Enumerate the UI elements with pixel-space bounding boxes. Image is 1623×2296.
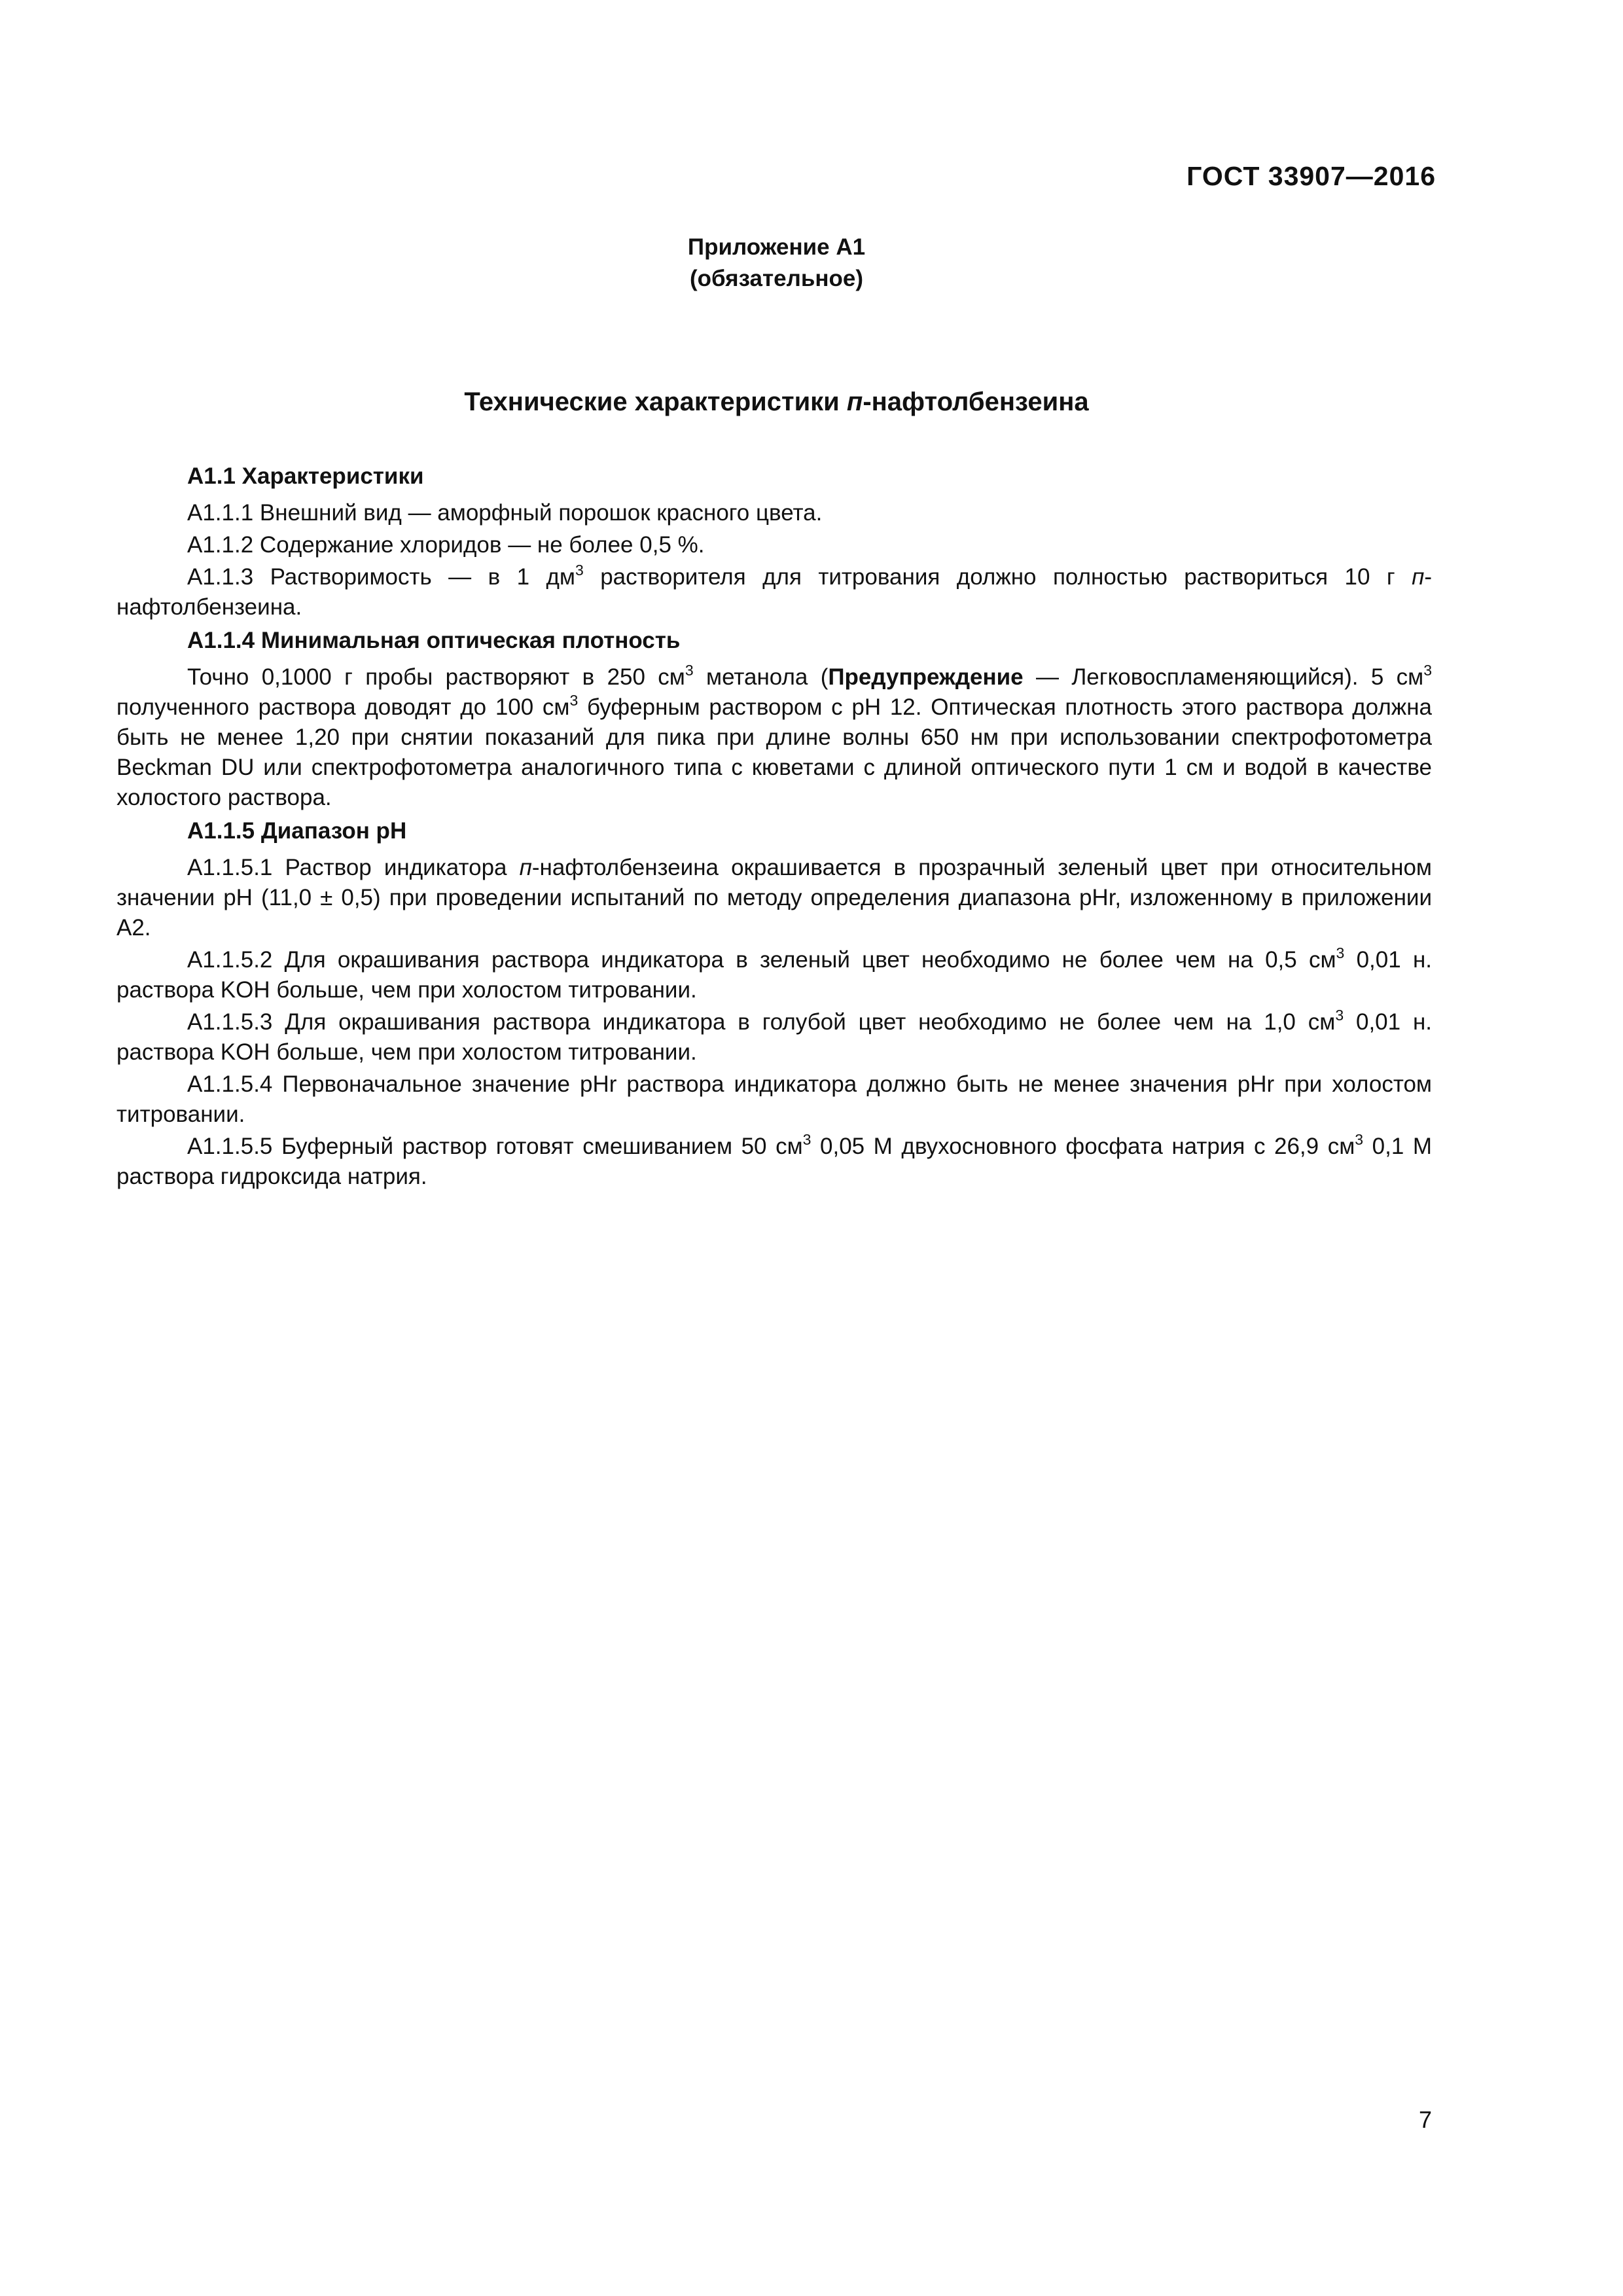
appendix-status: (обязательное)	[689, 266, 863, 291]
paragraph-initial-phr: А1.1.5.4 Первоначальное значение pHr раствора индикатора должно быть не менее значения pHr при холостом титровании.	[116, 1071, 1432, 1127]
paragraph-indicator-green: А1.1.5.1 Раствор индикатора п-нафтолбензеина окрашивается в прозрачный зеленый цвет при относительном значении pH (11,0 ± 0,5) при проведении испытаний по методу определения диапазона pHr, изложенному в приложении А2.	[116, 855, 1432, 941]
section-heading-ph-range: А1.1.5 Диапазон pH	[187, 818, 407, 844]
appendix-title: Приложение А1	[687, 234, 866, 260]
paragraph-green-titration: А1.1.5.2 Для окрашивания раствора индикатора в зеленый цвет необходимо не более чем на 0,5 $см^3$ 0,01 н. раствора KOH больше, чем при холостом титровании.	[116, 944, 1432, 1003]
paragraph-solubility: А1.1.3 Растворимость — в 1 $дм^3$ растворителя для титрования должно полностью раствориться 10 г п-нафтолбензеина.	[116, 562, 1432, 620]
paragraph-chlorides: А1.1.2 Содержание хлоридов — не более 0,5 %.	[187, 532, 705, 558]
title-suffix: -нафтолбензеина	[863, 387, 1089, 416]
document-title	[0, 387, 1553, 417]
section-heading-characteristics: А1.1 Характеристики	[187, 463, 424, 489]
appendix-heading	[0, 232, 1553, 295]
paragraph-blue-titration: А1.1.5.3 Для окрашивания раствора индикатора в голубой цвет необходимо не более чем на 1,0 $см^3$ 0,01 н. раствора KOH больше, чем при холостом титровании.	[116, 1007, 1433, 1065]
paragraph-optical-density: Точно 0,1000 г пробы растворяют в 250 $см^3$ метанола (Предупреждение — Легковоспламеняющийся). 5 $см^3$ полученного раствора доводят до 100 $см^3$ буферным раствором с pH 12. Оптическая плотность этого раствора должна быть не менее 1,20 при снятии показаний для пика при длине волны 650 нм при использовании спектрофотометра Beckman DU или спектрофотометра аналогичного типа с кюветами с длиной оптического пути 1 см и водой в качестве холостого раствора.	[116, 662, 1433, 810]
section-heading-optical-density: А1.1.4 Минимальная оптическая плотность	[187, 628, 681, 653]
title-italic: п	[846, 387, 863, 416]
paragraph-appearance: А1.1.1 Внешний вид — аморфный порошок красного цвета.	[187, 500, 823, 526]
paragraph-buffer-solution: А1.1.5.5 Буферный раствор готовят смешиванием 50 $см^3$ 0,05 М двухосновного фосфата натрия с 26,9 $см^3$ 0,1 М раствора гидроксида натрия.	[116, 1131, 1433, 1189]
gost-standard-number: ГОСТ 33907—2016	[1186, 161, 1436, 191]
document-body	[116, 461, 1432, 1194]
title-prefix: Технические характеристики	[464, 387, 847, 416]
page-number: 7	[1418, 2106, 1432, 2133]
